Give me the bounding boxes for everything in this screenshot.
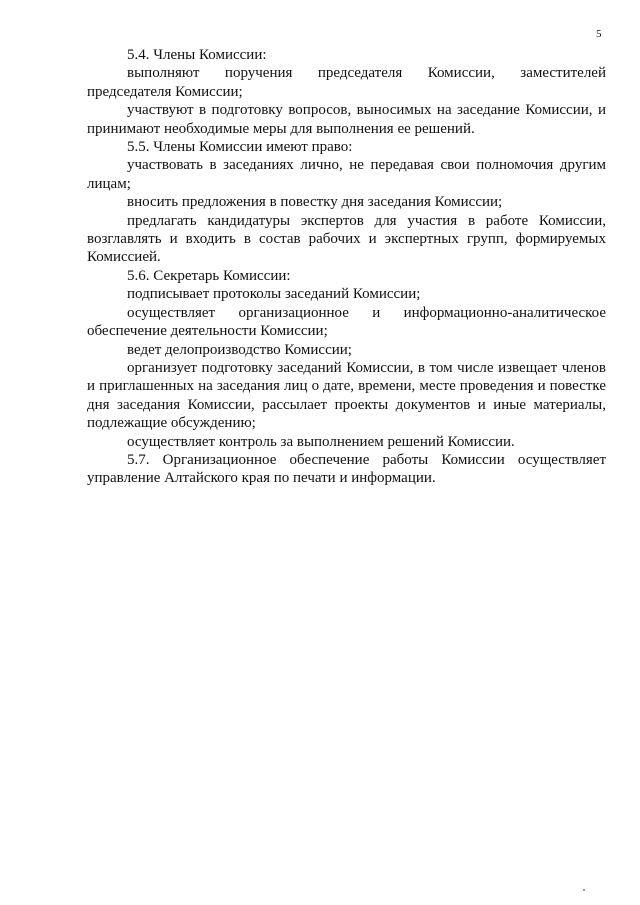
paragraph: осуществляет организационное и информационно-аналитическое обеспечение деятельности Комиссии;: [87, 304, 606, 340]
scan-speck: [583, 889, 585, 891]
section-5-6-heading: 5.6. Секретарь Комиссии:: [127, 267, 291, 284]
paragraph: участвуют в подготовку вопросов, выносимых на заседание Комиссии, и принимают необходимые меры для выполнения ее решений.: [87, 102, 606, 137]
paragraph: выполняют поручения председателя Комиссии, заместителей председателя Комиссии;: [87, 65, 606, 100]
paragraph: участвовать в заседаниях лично, не передавая свои полномочия другим лицам;: [87, 157, 606, 192]
paragraph: предлагать кандидатуры экспертов для участия в работе Комиссии, возглавлять и входить в состав рабочих и экспертных групп, формируемых Комиссией.: [87, 212, 606, 266]
page-number: 5: [596, 28, 602, 40]
paragraph: ведет делопроизводство Комиссии;: [127, 341, 352, 358]
section-5-5-heading: 5.5. Члены Комиссии имеют право:: [127, 139, 353, 156]
paragraph: вносить предложения в повестку дня заседания Комиссии;: [127, 194, 503, 211]
paragraph: осуществляет контроль за выполнением решений Комиссии.: [127, 433, 515, 450]
section-5-7-paragraph: 5.7. Организационное обеспечение работы Комиссии осуществляет управление Алтайского края по печати и информации.: [87, 451, 606, 487]
section-5-4-heading: 5.4. Члены Комиссии:: [127, 47, 267, 63]
paragraph: организует подготовку заседаний Комиссии, в том числе извещает членов и приглашенных на заседания лиц о дате, времени, месте проведения и повестке дня заседания Комиссии, рассылает проекты документов и иные материалы, подлежащие обсуждению;: [87, 359, 606, 432]
document-body: [87, 46, 606, 488]
paragraph: подписывает протоколы заседаний Комиссии;: [127, 286, 421, 303]
